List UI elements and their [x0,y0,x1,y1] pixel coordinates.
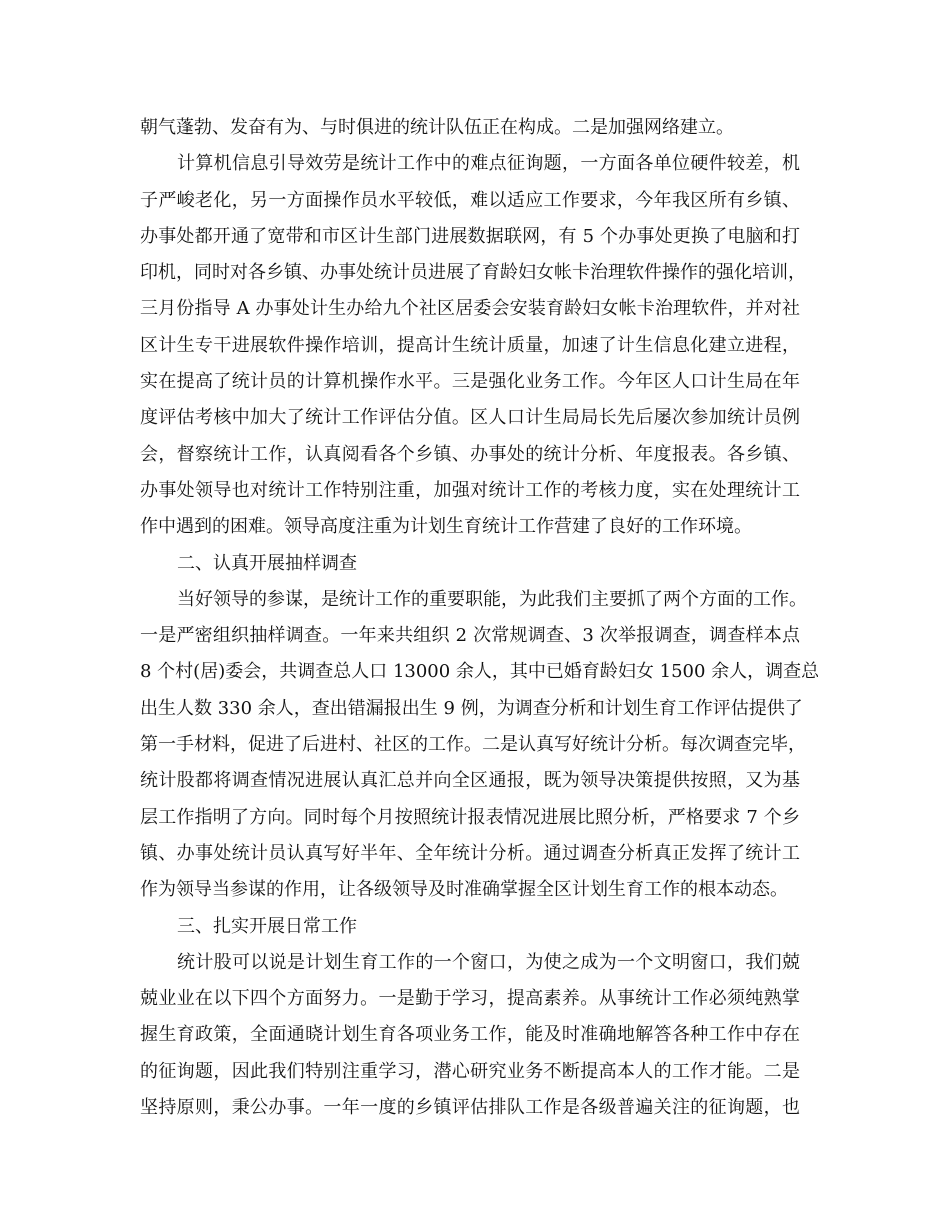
text-line: 统计股都将调查情况进展认真汇总并向全区通报，既为领导决策提供按照，又为基 [140,770,800,792]
text-line: 二、认真开展抽样调查 [177,552,357,574]
text-line: 区计生专干进展软件操作培训，提高计生统计质量，加速了计生信息化建立进程， [140,334,800,356]
text-line: 镇、办事处统计员认真写好半年、全年统计分析。通过调查分析真正发挥了统计工 [140,842,800,864]
text-line: 统计股可以说是计划生育工作的一个窗口，为使之成为一个文明窗口，我们兢 [177,951,800,973]
text-line: 子严峻老化，另一方面操作员水平较低，难以适应工作要求，今年我区所有乡镇、 [140,189,800,211]
text-line: 的征询题，因此我们特别注重学习，潜心研究业务不断提高本人的工作才能。二是 [140,1060,800,1082]
text-line: 度评估考核中加大了统计工作评估分值。区人口计生局局长先后屡次参加统计员例 [140,407,800,429]
text-line: 办事处都开通了宽带和市区计生部门进展数据联网，有 5 个办事处更换了电脑和打 [140,225,800,247]
text-line: 印机，同时对各乡镇、办事处统计员进展了育龄妇女帐卡治理软件操作的强化培训， [140,262,806,284]
text-line: 坚持原则，秉公办事。一年一度的乡镇评估排队工作是各级普遍关注的征询题，也 [140,1097,800,1119]
text-line: 计算机信息引导效劳是统计工作中的难点征询题，一方面各单位硬件较差，机 [177,153,800,175]
document-page [140,110,820,1126]
text-line: 作为领导当参谋的作用，让各级领导及时准确掌握全区计划生育工作的根本动态。 [140,879,788,901]
text-line: 三、扎实开展日常工作 [177,915,357,937]
text-line: 出生人数 330 余人，查出错漏报出生 9 例，为调查分析和计划生育工作评估提供了 [140,697,803,719]
text-line: 握生育政策，全面通晓计划生育各项业务工作，能及时准确地解答各种工作中存在 [140,1024,800,1046]
text-line: 办事处领导也对统计工作特别注重，加强对统计工作的考核力度，实在处理统计工 [140,479,800,501]
text-line: 实在提高了统计员的计算机操作水平。三是强化业务工作。今年区人口计生局在年 [140,371,800,393]
text-line: 一是严密组织抽样调查。一年来共组织 2 次常规调查、3 次举报调查，调查样本点 [140,625,800,647]
text-line: 当好领导的参谋，是统计工作的重要职能，为此我们主要抓了两个方面的工作。 [177,588,807,610]
text-line: 兢业业在以下四个方面努力。一是勤于学习，提高素养。从事统计工作必须纯熟掌 [140,988,800,1010]
text-line: 会，督察统计工作，认真阅看各个乡镇、办事处的统计分析、年度报表。各乡镇、 [140,443,800,465]
text-line: 8 个村(居)委会，共调查总人口 13000 余人，其中已婚育龄妇女 1500 余人，调查总 [140,661,820,683]
text-line: 三月份指导 A 办事处计生办给九个社区居委会安装育龄妇女帐卡治理软件，并对社 [140,298,800,320]
text-line: 作中遇到的困难。领导高度注重为计划生育统计工作营建了良好的工作环境。 [140,516,752,538]
text-line: 层工作指明了方向。同时每个月按照统计报表情况进展比照分析，严格要求 7 个乡 [140,806,800,828]
text-line: 朝气蓬勃、发奋有为、与时俱进的统计队伍正在构成。二是加强网络建立。 [140,117,734,138]
text-line: 第一手材料，促进了后进村、社区的工作。二是认真写好统计分析。每次调查完毕， [140,734,806,756]
